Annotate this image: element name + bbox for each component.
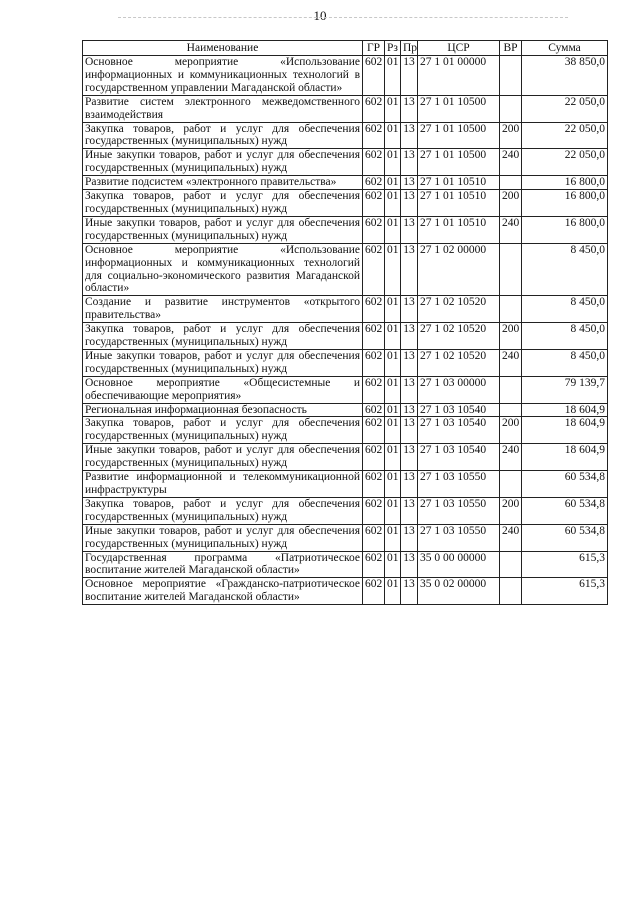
cell-gr: 602: [363, 190, 385, 217]
cell-pr: 13: [401, 296, 418, 323]
cell-sum: 16 800,0: [522, 176, 608, 190]
cell-vr: [500, 551, 522, 578]
cell-pr: 13: [401, 176, 418, 190]
table-row: [83, 56, 608, 96]
cell-rz: 01: [385, 524, 401, 551]
cell-rz: 01: [385, 497, 401, 524]
cell-pr: 13: [401, 56, 418, 96]
cell-pr: 13: [401, 403, 418, 417]
cell-csr: 27 1 01 00000: [418, 56, 500, 96]
cell-gr: 602: [363, 95, 385, 122]
cell-name: Развитие систем электронного межведомственного взаимодействия: [83, 95, 363, 122]
cell-name: Создание и развитие инструментов «открытого правительства»: [83, 296, 363, 323]
cell-pr: 13: [401, 122, 418, 149]
cell-rz: 01: [385, 216, 401, 243]
cell-gr: 602: [363, 122, 385, 149]
cell-vr: 200: [500, 497, 522, 524]
table-row: [83, 524, 608, 551]
page-number: 10: [313, 8, 327, 23]
table-row: [83, 149, 608, 176]
cell-rz: 01: [385, 578, 401, 605]
header-name: Наименование: [83, 41, 363, 56]
cell-vr: [500, 578, 522, 605]
cell-name: Закупка товаров, работ и услуг для обеспечения государственных (муниципальных) нужд: [83, 497, 363, 524]
cell-name: Закупка товаров, работ и услуг для обеспечения государственных (муниципальных) нужд: [83, 190, 363, 217]
cell-sum: 18 604,9: [522, 403, 608, 417]
table-row: [83, 497, 608, 524]
cell-gr: 602: [363, 551, 385, 578]
cell-csr: 27 1 02 00000: [418, 243, 500, 296]
cell-csr: 27 1 03 10540: [418, 444, 500, 471]
cell-pr: 13: [401, 376, 418, 403]
cell-rz: 01: [385, 56, 401, 96]
table-row: [83, 417, 608, 444]
cell-rz: 01: [385, 376, 401, 403]
cell-rz: 01: [385, 417, 401, 444]
cell-pr: 13: [401, 149, 418, 176]
cell-rz: 01: [385, 95, 401, 122]
cell-vr: 200: [500, 122, 522, 149]
cell-sum: 60 534,8: [522, 471, 608, 498]
header-pr: Пр: [401, 41, 418, 56]
cell-vr: [500, 471, 522, 498]
cell-sum: 16 800,0: [522, 190, 608, 217]
cell-csr: 27 1 03 10540: [418, 417, 500, 444]
cell-name: Региональная информационная безопасность: [83, 403, 363, 417]
cell-csr: 27 1 03 10550: [418, 497, 500, 524]
table-row: [83, 216, 608, 243]
cell-pr: 13: [401, 497, 418, 524]
cell-name: Основное мероприятие «Использование информационных и коммуникационных технологий для социально-экономического развития Магаданской области»: [83, 243, 363, 296]
header-gr: ГР: [363, 41, 385, 56]
cell-sum: 8 450,0: [522, 296, 608, 323]
cell-pr: 13: [401, 471, 418, 498]
table-row: [83, 578, 608, 605]
cell-csr: 27 1 01 10510: [418, 176, 500, 190]
cell-pr: 13: [401, 323, 418, 350]
table-row: [83, 243, 608, 296]
cell-vr: 240: [500, 216, 522, 243]
cell-name: Государственная программа «Патриотическое воспитание жителей Магаданской области»: [83, 551, 363, 578]
cell-rz: 01: [385, 190, 401, 217]
cell-vr: 240: [500, 349, 522, 376]
cell-rz: 01: [385, 296, 401, 323]
cell-vr: [500, 95, 522, 122]
table-row: [83, 190, 608, 217]
budget-table: [82, 40, 608, 605]
cell-rz: 01: [385, 551, 401, 578]
header-csr: ЦСР: [418, 41, 500, 56]
cell-sum: 18 604,9: [522, 444, 608, 471]
cell-name: Иные закупки товаров, работ и услуг для обеспечения государственных (муниципальных) нужд: [83, 444, 363, 471]
cell-name: Иные закупки товаров, работ и услуг для обеспечения государственных (муниципальных) нужд: [83, 524, 363, 551]
table-row: [83, 471, 608, 498]
cell-gr: 602: [363, 417, 385, 444]
table-row: [83, 376, 608, 403]
cell-pr: 13: [401, 578, 418, 605]
table-row: [83, 95, 608, 122]
cell-gr: 602: [363, 296, 385, 323]
table-row: [83, 403, 608, 417]
cell-sum: 8 450,0: [522, 243, 608, 296]
cell-csr: 35 0 02 00000: [418, 578, 500, 605]
cell-vr: 200: [500, 417, 522, 444]
cell-gr: 602: [363, 243, 385, 296]
cell-gr: 602: [363, 349, 385, 376]
table-row: [83, 296, 608, 323]
cell-name: Развитие подсистем «электронного правительства»: [83, 176, 363, 190]
cell-csr: 27 1 02 10520: [418, 349, 500, 376]
cell-gr: 602: [363, 376, 385, 403]
cell-name: Иные закупки товаров, работ и услуг для обеспечения государственных (муниципальных) нужд: [83, 149, 363, 176]
cell-rz: 01: [385, 243, 401, 296]
cell-rz: 01: [385, 471, 401, 498]
cell-gr: 602: [363, 56, 385, 96]
cell-sum: 22 050,0: [522, 149, 608, 176]
cell-pr: 13: [401, 444, 418, 471]
cell-name: Закупка товаров, работ и услуг для обеспечения государственных (муниципальных) нужд: [83, 323, 363, 350]
cell-pr: 13: [401, 551, 418, 578]
cell-csr: 27 1 03 10550: [418, 524, 500, 551]
table-row: [83, 551, 608, 578]
cell-vr: [500, 176, 522, 190]
cell-sum: 22 050,0: [522, 95, 608, 122]
cell-vr: 240: [500, 149, 522, 176]
cell-vr: [500, 243, 522, 296]
cell-sum: 615,3: [522, 551, 608, 578]
cell-vr: 240: [500, 524, 522, 551]
cell-sum: 60 534,8: [522, 497, 608, 524]
cell-csr: 27 1 01 10500: [418, 95, 500, 122]
cell-sum: 16 800,0: [522, 216, 608, 243]
cell-pr: 13: [401, 349, 418, 376]
cell-vr: [500, 296, 522, 323]
cell-name: Основное мероприятие «Использование информационных и коммуникационных технологий в государственном управлении Магаданской области»: [83, 56, 363, 96]
cell-csr: 27 1 01 10500: [418, 122, 500, 149]
cell-gr: 602: [363, 216, 385, 243]
cell-sum: 22 050,0: [522, 122, 608, 149]
cell-rz: 01: [385, 176, 401, 190]
cell-name: Закупка товаров, работ и услуг для обеспечения государственных (муниципальных) нужд: [83, 122, 363, 149]
cell-csr: 27 1 02 10520: [418, 296, 500, 323]
cell-sum: 79 139,7: [522, 376, 608, 403]
cell-vr: 240: [500, 444, 522, 471]
cell-vr: 200: [500, 323, 522, 350]
cell-gr: 602: [363, 176, 385, 190]
cell-pr: 13: [401, 524, 418, 551]
cell-gr: 602: [363, 323, 385, 350]
cell-pr: 13: [401, 216, 418, 243]
cell-csr: 27 1 01 10500: [418, 149, 500, 176]
cell-gr: 602: [363, 524, 385, 551]
cell-gr: 602: [363, 497, 385, 524]
cell-csr: 27 1 03 10550: [418, 471, 500, 498]
cell-name: Развитие информационной и телекоммуникационной инфраструктуры: [83, 471, 363, 498]
cell-name: Основное мероприятие «Гражданско-патриотическое воспитание жителей Магаданской области»: [83, 578, 363, 605]
cell-rz: 01: [385, 323, 401, 350]
cell-rz: 01: [385, 122, 401, 149]
cell-gr: 602: [363, 471, 385, 498]
cell-sum: 38 850,0: [522, 56, 608, 96]
cell-name: Иные закупки товаров, работ и услуг для обеспечения государственных (муниципальных) нужд: [83, 216, 363, 243]
cell-rz: 01: [385, 403, 401, 417]
cell-vr: [500, 376, 522, 403]
table-header-row: [83, 41, 608, 56]
cell-pr: 13: [401, 95, 418, 122]
cell-csr: 27 1 01 10510: [418, 190, 500, 217]
cell-csr: 27 1 02 10520: [418, 323, 500, 350]
cell-sum: 60 534,8: [522, 524, 608, 551]
table-row: [83, 323, 608, 350]
table-row: [83, 176, 608, 190]
cell-vr: 200: [500, 190, 522, 217]
cell-csr: 27 1 01 10510: [418, 216, 500, 243]
table-body: [83, 56, 608, 605]
cell-rz: 01: [385, 149, 401, 176]
cell-name: Закупка товаров, работ и услуг для обеспечения государственных (муниципальных) нужд: [83, 417, 363, 444]
header-rule: [118, 17, 568, 18]
cell-csr: 27 1 03 00000: [418, 376, 500, 403]
cell-sum: 8 450,0: [522, 323, 608, 350]
table-row: [83, 349, 608, 376]
cell-name: Основное мероприятие «Общесистемные и обеспечивающие мероприятия»: [83, 376, 363, 403]
cell-gr: 602: [363, 444, 385, 471]
cell-pr: 13: [401, 417, 418, 444]
cell-pr: 13: [401, 243, 418, 296]
cell-sum: 8 450,0: [522, 349, 608, 376]
cell-sum: 18 604,9: [522, 417, 608, 444]
cell-vr: [500, 403, 522, 417]
header-rz: Рз: [385, 41, 401, 56]
cell-rz: 01: [385, 349, 401, 376]
cell-rz: 01: [385, 444, 401, 471]
cell-csr: 35 0 00 00000: [418, 551, 500, 578]
cell-name: Иные закупки товаров, работ и услуг для обеспечения государственных (муниципальных) нужд: [83, 349, 363, 376]
table-row: [83, 444, 608, 471]
cell-sum: 615,3: [522, 578, 608, 605]
cell-csr: 27 1 03 10540: [418, 403, 500, 417]
header-sum: Сумма: [522, 41, 608, 56]
table-row: [83, 122, 608, 149]
cell-gr: 602: [363, 403, 385, 417]
cell-gr: 602: [363, 578, 385, 605]
cell-pr: 13: [401, 190, 418, 217]
cell-gr: 602: [363, 149, 385, 176]
header-vr: ВР: [500, 41, 522, 56]
cell-vr: [500, 56, 522, 96]
